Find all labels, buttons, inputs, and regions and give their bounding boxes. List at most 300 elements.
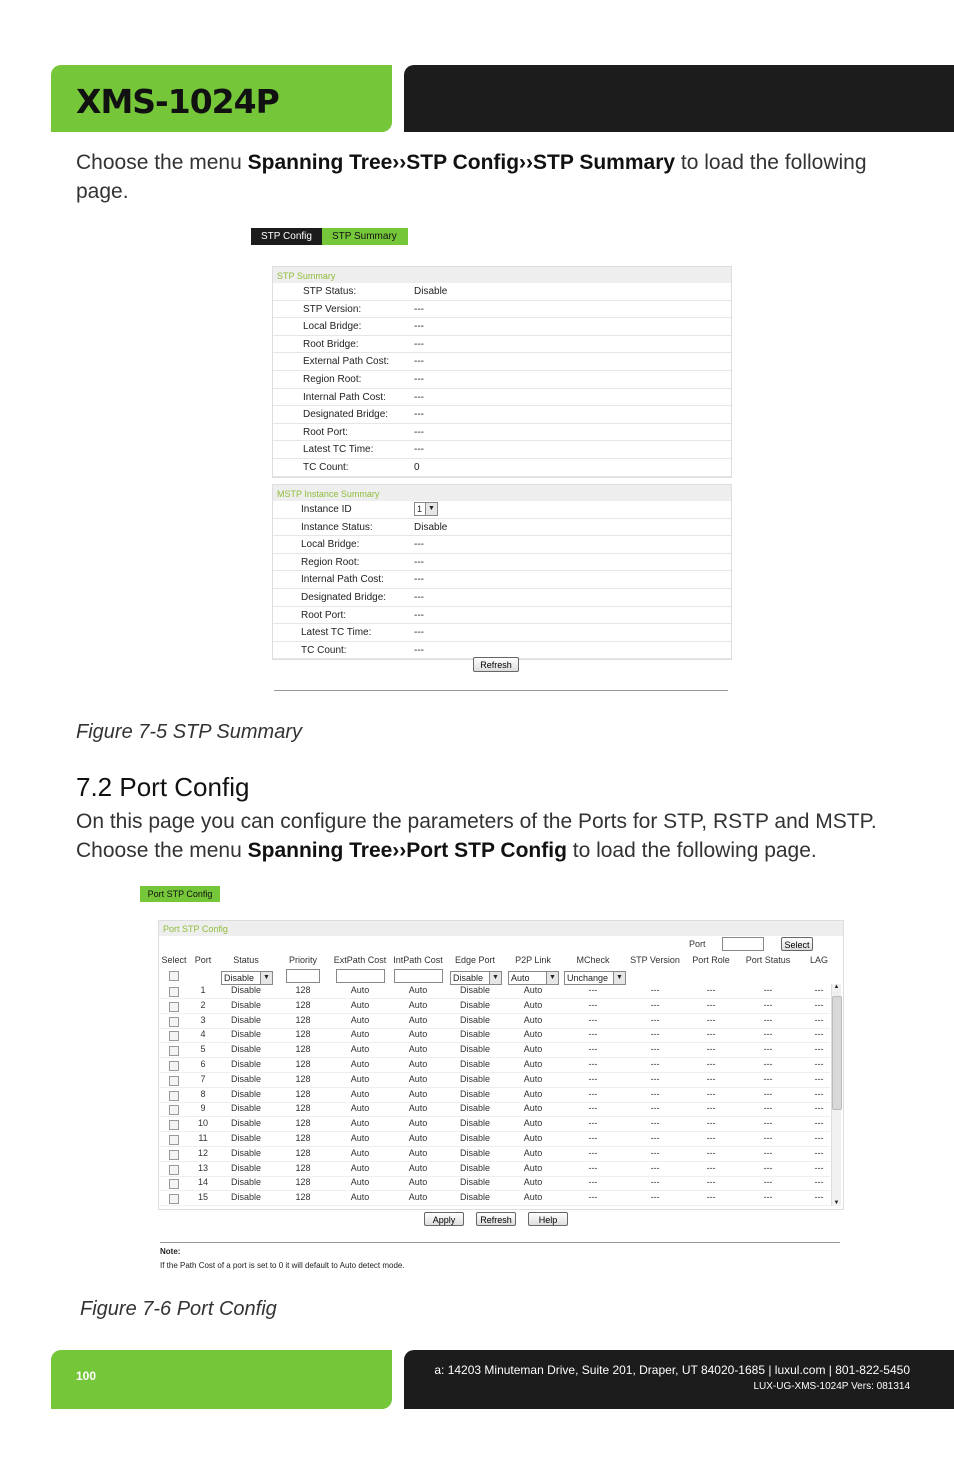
table-cell: Auto — [408, 1014, 428, 1025]
apply-button[interactable]: Apply — [424, 1212, 464, 1226]
mstp-summary-row — [273, 571, 731, 589]
mstp-value: --- — [414, 591, 424, 603]
table-cell: --- — [763, 1029, 773, 1040]
table-cell: --- — [588, 1029, 598, 1040]
table-cell: Disable — [230, 1192, 262, 1203]
table-cell: 128 — [295, 1192, 311, 1203]
table-cell: Disable — [459, 999, 491, 1010]
mstp-summary-row — [273, 536, 731, 554]
table-cell: --- — [706, 1029, 716, 1040]
table-cell: Auto — [408, 999, 428, 1010]
table-cell: Auto — [350, 1029, 370, 1040]
chevron-down-icon: ▼ — [546, 972, 558, 984]
intro-text-pre: Choose the menu — [76, 151, 248, 174]
table-cell: --- — [650, 1147, 660, 1158]
table-cell: Auto — [408, 985, 428, 995]
table-cell: --- — [814, 1192, 824, 1203]
table-cell: Disable — [459, 1162, 491, 1173]
table-cell: Disable — [459, 1103, 491, 1114]
summary-label: Root Bridge: — [303, 338, 359, 350]
table-cell: Auto — [523, 1073, 543, 1084]
column-header: Priority — [288, 955, 318, 965]
table-cell: Auto — [523, 1192, 543, 1203]
table-cell: Auto — [523, 1118, 543, 1129]
port-filter-input[interactable] — [722, 937, 764, 951]
table-cell: Auto — [523, 1059, 543, 1069]
table-cell: --- — [588, 1044, 598, 1055]
table-cell: --- — [814, 985, 824, 995]
summary-label: Root Port: — [303, 426, 349, 438]
row-select-checkbox[interactable] — [169, 1091, 179, 1101]
mstp-label: Internal Path Cost: — [301, 574, 384, 586]
intro-menu-path: Spanning Tree››STP Config››STP Summary — [247, 151, 676, 174]
section-line1: On this page you can configure the parameters of the Ports for STP, RSTP and MSTP. — [76, 810, 877, 833]
table-cell: Auto — [523, 1044, 543, 1055]
mstp-value: --- — [414, 627, 424, 639]
summary-value: --- — [414, 303, 424, 315]
section-title: 7.2 Port Config — [76, 772, 250, 802]
figure-7-6-caption: Figure 7-6 Port Config — [80, 1298, 277, 1320]
row-select-checkbox[interactable] — [169, 1165, 179, 1175]
table-cell: --- — [588, 1177, 598, 1188]
table-cell: Disable — [459, 1147, 491, 1158]
table-cell: 15 — [197, 1192, 209, 1203]
table-cell: 128 — [295, 1177, 311, 1188]
table-cell: 128 — [295, 1014, 311, 1025]
table-cell: Auto — [408, 1192, 428, 1203]
summary-label: Designated Bridge: — [303, 409, 389, 421]
stp-summary-panel — [272, 266, 732, 478]
table-cell: --- — [650, 985, 660, 995]
tab-stp-summary[interactable]: STP Summary — [322, 228, 408, 245]
table-cell: 13 — [197, 1162, 209, 1173]
note-title: Note: — [160, 1247, 181, 1256]
table-cell: Auto — [350, 999, 370, 1010]
table-cell: Disable — [230, 1147, 262, 1158]
table-cell: Auto — [350, 1088, 370, 1099]
table-cell: Auto — [350, 1073, 370, 1084]
table-cell: Auto — [523, 1029, 543, 1040]
table-cell: Disable — [459, 1133, 491, 1143]
table-cell: --- — [706, 1177, 716, 1188]
figure-divider — [274, 690, 728, 691]
table-cell: 128 — [295, 1118, 311, 1129]
table-cell: --- — [814, 1103, 824, 1114]
table-cell: Auto — [350, 1177, 370, 1188]
row-select-checkbox[interactable] — [169, 1076, 179, 1086]
table-cell: 4 — [200, 1029, 206, 1040]
table-cell: 10 — [197, 1118, 209, 1129]
row-select-checkbox[interactable] — [169, 1061, 179, 1071]
table-cell: --- — [588, 1103, 598, 1114]
table-cell: Disable — [230, 1177, 262, 1188]
column-header: P2P Link — [515, 955, 551, 965]
table-cell: Auto — [408, 1177, 428, 1188]
table-cell: --- — [763, 1133, 773, 1143]
table-cell: Auto — [408, 1044, 428, 1055]
table-cell: Disable — [230, 1088, 262, 1099]
table-cell: 14 — [197, 1177, 209, 1188]
table-cell: --- — [706, 1014, 716, 1025]
table-cell: Disable — [230, 1044, 262, 1055]
stp-summary-row — [273, 301, 731, 319]
table-cell: --- — [763, 1103, 773, 1114]
select-all-checkbox[interactable] — [169, 971, 179, 981]
table-cell: --- — [650, 1029, 660, 1040]
chevron-down-icon: ▼ — [425, 503, 437, 515]
column-header: IntPath Cost — [393, 955, 443, 965]
port-select-button[interactable]: Select — [781, 937, 813, 951]
table-cell: --- — [650, 1192, 660, 1203]
table-cell: Auto — [408, 1059, 428, 1069]
table-cell: Disable — [230, 1103, 262, 1114]
table-cell: 7 — [200, 1073, 206, 1084]
table-cell: --- — [650, 1103, 660, 1114]
table-cell: --- — [814, 1029, 824, 1040]
row-select-checkbox[interactable] — [169, 1120, 179, 1130]
table-cell: --- — [763, 1162, 773, 1173]
row-select-checkbox[interactable] — [169, 1017, 179, 1027]
table-cell: --- — [763, 1147, 773, 1158]
table-cell: 128 — [295, 985, 311, 995]
mstp-summary-row — [273, 589, 731, 607]
footer-address: a: 14203 Minuteman Drive, Suite 201, Draper, UT 84020-1685 | luxul.com | 801-822-5450 — [434, 1363, 910, 1377]
footer-doc-id: LUX-UG-XMS-1024P Vers: 081314 — [753, 1381, 910, 1392]
table-cell: Auto — [408, 1103, 428, 1114]
table-cell: --- — [763, 1044, 773, 1055]
column-header: STP Version — [630, 955, 680, 965]
table-cell: Disable — [230, 1029, 262, 1040]
summary-value: --- — [414, 373, 424, 385]
table-cell: --- — [763, 999, 773, 1010]
footer-green-bar — [51, 1350, 392, 1409]
table-cell: --- — [650, 1059, 660, 1069]
summary-label: STP Version: — [303, 303, 362, 315]
row-select-checkbox[interactable] — [169, 1046, 179, 1056]
table-cell: Auto — [408, 1029, 428, 1040]
table-cell: 128 — [295, 1059, 311, 1069]
table-cell: --- — [650, 1088, 660, 1099]
table-cell: Auto — [350, 1118, 370, 1129]
table-cell: Auto — [350, 985, 370, 995]
table-cell: Auto — [350, 1014, 370, 1025]
figure-7-5-caption: Figure 7-5 STP Summary — [76, 721, 302, 743]
table-cell: Auto — [408, 1088, 428, 1099]
table-cell: --- — [588, 1162, 598, 1173]
summary-value: --- — [414, 409, 424, 421]
table-cell: Disable — [459, 1088, 491, 1099]
table-cell: --- — [706, 1088, 716, 1099]
table-cell: Disable — [459, 1044, 491, 1055]
table-cell: Disable — [230, 1073, 262, 1084]
stp-tabbar — [251, 228, 408, 245]
column-header: ExtPath Cost — [333, 955, 387, 965]
summary-value: --- — [414, 426, 424, 438]
table-cell: Auto — [523, 999, 543, 1010]
column-header: Port Status — [745, 955, 791, 965]
table-cell: Disable — [230, 1118, 262, 1129]
extpath-filter-input[interactable] — [336, 969, 385, 983]
table-cell: 8 — [200, 1088, 206, 1099]
table-cell: --- — [763, 1059, 773, 1069]
table-cell: --- — [650, 1044, 660, 1055]
table-cell: --- — [650, 999, 660, 1010]
table-cell: --- — [814, 1133, 824, 1143]
table-cell: Auto — [523, 1177, 543, 1188]
table-cell: --- — [763, 1177, 773, 1188]
stp-summary-row — [273, 318, 731, 336]
row-select-checkbox[interactable] — [169, 1105, 179, 1115]
mstp-value: --- — [414, 574, 424, 586]
section-text-post: to load the following page. — [566, 839, 817, 862]
mstp-value: --- — [414, 556, 424, 568]
table-cell: Disable — [459, 1073, 491, 1084]
table-cell: Auto — [350, 1103, 370, 1114]
stp-summary-row — [273, 424, 731, 442]
table-cell: Disable — [459, 1118, 491, 1129]
mstp-label: Instance Status: — [301, 521, 373, 533]
table-cell: 128 — [295, 1029, 311, 1040]
table-cell: Auto — [350, 1162, 370, 1173]
table-cell: --- — [763, 985, 773, 995]
header-dark-bar — [404, 65, 954, 132]
column-header: MCheck — [576, 955, 610, 965]
table-row — [160, 1205, 830, 1206]
stp-summary-row — [273, 353, 731, 371]
row-select-checkbox[interactable] — [169, 1150, 179, 1160]
table-cell: --- — [588, 1192, 598, 1203]
table-cell: 6 — [200, 1059, 206, 1069]
table-cell: Disable — [459, 1177, 491, 1188]
table-cell: --- — [706, 1192, 716, 1203]
mstp-value: --- — [414, 539, 424, 551]
table-cell: Disable — [230, 1014, 262, 1025]
mstp-summary-heading: MSTP Instance Summary — [273, 485, 731, 501]
summary-value: Disable — [414, 286, 448, 297]
table-cell: --- — [706, 1147, 716, 1158]
summary-label: Internal Path Cost: — [303, 391, 386, 403]
refresh-button[interactable]: Refresh — [476, 1212, 516, 1226]
stp-summary-row — [273, 371, 731, 389]
table-cell: Auto — [408, 1147, 428, 1158]
table-cell: --- — [706, 985, 716, 995]
table-cell: 11 — [198, 1133, 208, 1143]
table-cell: --- — [814, 1073, 824, 1084]
table-cell: Disable — [230, 1133, 262, 1143]
table-cell: Auto — [523, 1103, 543, 1114]
table-cell: 2 — [200, 999, 206, 1010]
footer-dark-bar — [404, 1350, 954, 1409]
mstp-summary-row — [273, 519, 731, 537]
note-divider — [160, 1242, 840, 1243]
stp-summary-row — [273, 283, 731, 301]
column-header: Status — [233, 955, 259, 965]
table-cell: --- — [588, 1014, 598, 1025]
row-select-checkbox[interactable] — [169, 1179, 179, 1189]
row-select-checkbox[interactable] — [169, 987, 179, 997]
table-cell: --- — [650, 1133, 660, 1143]
mstp-summary-row — [273, 607, 731, 625]
mstp-label: Root Port: — [301, 609, 347, 621]
tab-port-stp-config[interactable]: Port STP Config — [140, 886, 220, 902]
table-cell: --- — [706, 1162, 716, 1173]
stp-summary-row — [273, 336, 731, 354]
table-cell: Auto — [408, 1133, 428, 1143]
summary-value: --- — [414, 356, 424, 368]
scroll-up-icon[interactable]: ▲ — [833, 984, 840, 990]
table-cell: --- — [588, 985, 598, 995]
table-scrollbar[interactable] — [831, 984, 841, 1206]
table-cell: --- — [588, 1073, 598, 1084]
table-cell: --- — [588, 999, 598, 1010]
table-cell: --- — [650, 1014, 660, 1025]
priority-filter-input[interactable] — [286, 969, 320, 983]
table-cell: Auto — [523, 1147, 543, 1158]
table-cell: --- — [763, 1192, 773, 1203]
stp-summary-row — [273, 441, 731, 459]
table-cell: --- — [814, 1014, 824, 1025]
table-cell: --- — [706, 1044, 716, 1055]
scroll-thumb[interactable] — [832, 996, 842, 1110]
table-cell: --- — [814, 1147, 824, 1158]
p2p-filter-select-value: Auto — [511, 972, 530, 983]
table-cell: Auto — [523, 1014, 543, 1025]
table-cell: Auto — [350, 1192, 370, 1203]
note-text: If the Path Cost of a port is set to 0 it will default to Auto detect mode. — [160, 1261, 405, 1270]
table-cell: --- — [650, 1118, 660, 1129]
mstp-label: Designated Bridge: — [301, 591, 387, 603]
mstp-summary-row — [273, 624, 731, 642]
instance-id-value: 1 — [417, 504, 423, 514]
summary-label: Local Bridge: — [303, 321, 362, 333]
column-header: Port — [194, 955, 212, 965]
port-filter-label: Port — [689, 939, 706, 949]
table-cell: Disable — [459, 985, 491, 995]
table-cell: Auto — [408, 1162, 428, 1173]
table-cell: Auto — [523, 1133, 543, 1143]
table-cell: 128 — [295, 1162, 311, 1173]
help-button[interactable]: Help — [528, 1212, 568, 1226]
table-cell: --- — [706, 1059, 716, 1069]
table-cell: Disable — [459, 1059, 491, 1069]
tab-stp-config[interactable]: STP Config — [251, 228, 322, 245]
table-cell: --- — [763, 1014, 773, 1025]
summary-value: --- — [414, 444, 424, 456]
table-cell: 9 — [200, 1103, 206, 1114]
intro-text-post: to load the following page. — [76, 151, 867, 203]
column-header: Edge Port — [454, 955, 496, 965]
mstp-value: Disable — [414, 521, 448, 533]
stp-summary-row — [273, 406, 731, 424]
section-text-pre: Choose the menu — [76, 839, 248, 862]
table-cell: Auto — [350, 1044, 370, 1055]
table-cell: --- — [588, 1088, 598, 1099]
table-cell: 128 — [295, 1133, 311, 1143]
table-cell: --- — [763, 1073, 773, 1084]
mstp-summary-panel — [272, 484, 732, 660]
table-cell: Auto — [523, 1088, 543, 1099]
column-header: Port Role — [692, 955, 730, 965]
table-cell: Auto — [408, 1118, 428, 1129]
intro-paragraph — [76, 148, 896, 206]
summary-value: 0 — [414, 461, 420, 473]
table-cell: Disable — [459, 1014, 491, 1025]
table-cell: Disable — [230, 985, 262, 995]
instance-id-select[interactable] — [414, 502, 438, 516]
chevron-down-icon: ▼ — [613, 972, 625, 984]
table-cell: --- — [650, 1073, 660, 1084]
table-cell: --- — [650, 1177, 660, 1188]
document-title: XMS-1024P — [76, 82, 279, 121]
table-cell: --- — [650, 1162, 660, 1173]
row-select-checkbox[interactable] — [169, 1194, 179, 1204]
table-cell: Disable — [230, 999, 262, 1010]
instance-id-label: Instance ID — [301, 504, 352, 515]
summary-label: Region Root: — [303, 373, 362, 385]
table-cell: Disable — [459, 1029, 491, 1040]
table-cell: --- — [814, 1162, 824, 1173]
table-cell: --- — [814, 1044, 824, 1055]
instance-id-row — [273, 501, 731, 519]
table-cell: --- — [763, 1118, 773, 1129]
mstp-value: --- — [414, 609, 424, 621]
table-cell: Auto — [523, 985, 543, 995]
table-cell: 128 — [295, 1044, 311, 1055]
table-cell: 128 — [295, 1147, 311, 1158]
summary-label: STP Status: — [303, 286, 357, 297]
row-select-checkbox[interactable] — [169, 1002, 179, 1012]
table-cell: 12 — [197, 1147, 209, 1158]
table-cell: --- — [814, 1059, 824, 1069]
summary-value: --- — [414, 321, 424, 333]
mstp-label: Local Bridge: — [301, 539, 360, 551]
scroll-down-icon[interactable]: ▼ — [833, 1200, 840, 1206]
table-cell: Auto — [523, 1162, 543, 1173]
port-config-heading: Port STP Config — [159, 921, 843, 936]
table-cell: --- — [706, 999, 716, 1010]
table-cell: --- — [706, 1103, 716, 1114]
mstp-label: Region Root: — [301, 556, 360, 568]
summary-value: --- — [414, 338, 424, 350]
row-select-checkbox[interactable] — [169, 1135, 179, 1145]
summary-label: Latest TC Time: — [303, 444, 374, 456]
row-select-checkbox[interactable] — [169, 1031, 179, 1041]
stp-summary-row — [273, 459, 731, 477]
table-cell: --- — [588, 1118, 598, 1129]
table-cell: 5 — [200, 1044, 206, 1055]
section-menu-path: Spanning Tree››Port STP Config — [247, 839, 567, 862]
mstp-summary-row — [273, 554, 731, 572]
page-number: 100 — [76, 1369, 97, 1383]
table-cell: 128 — [295, 1073, 311, 1084]
table-cell: --- — [706, 1073, 716, 1084]
table-cell: Auto — [350, 1133, 370, 1143]
table-cell: 128 — [295, 1103, 311, 1114]
summary-label: TC Count: — [303, 461, 349, 473]
stp-refresh-button[interactable]: Refresh — [473, 657, 519, 672]
status-filter-select-value: Disable — [224, 972, 255, 983]
column-header: Select — [161, 955, 187, 965]
table-cell: --- — [588, 1147, 598, 1158]
mstp-label: Latest TC Time: — [301, 627, 372, 639]
table-cell: 128 — [295, 1088, 311, 1099]
table-cell: --- — [814, 1177, 824, 1188]
table-cell: Disable — [230, 1059, 262, 1069]
intpath-filter-input[interactable] — [394, 969, 443, 983]
stp-summary-heading: STP Summary — [273, 267, 731, 283]
edge-filter-select-value: Disable — [453, 972, 484, 983]
mcheck-filter-select-value: Unchange — [567, 972, 609, 983]
